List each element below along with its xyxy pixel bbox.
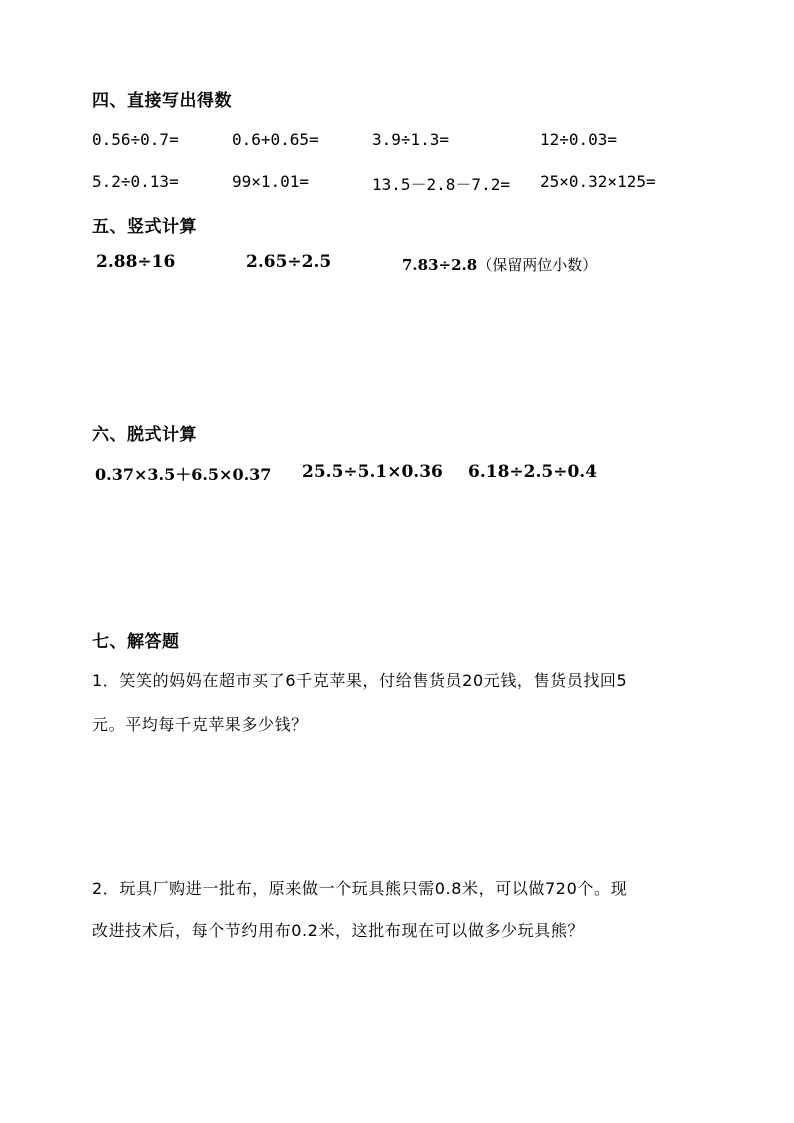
oral-calc-2: 0.6+0.65= — [232, 130, 319, 149]
oral-calc-3: 3.9÷1.3= — [372, 130, 450, 149]
step-calc-3: 6.18÷2.5÷0.4 — [468, 462, 598, 482]
rounding-note: （保留两位小数） — [477, 256, 598, 274]
oral-calc-1: 0.56÷0.7= — [92, 130, 179, 149]
oral-calc-5: 5.2÷0.13= — [92, 172, 179, 191]
vertical-calc-2: 2.65÷2.5 — [246, 252, 332, 272]
step-calc-1: 0.37×3.5＋6.5×0.37 — [95, 465, 272, 484]
oral-calc-8: 25×0.32×125= — [540, 172, 656, 191]
step-calc-2: 25.5÷5.1×0.36 — [302, 462, 443, 482]
vertical-calc-3: 7.83÷2.8 — [402, 256, 478, 274]
section-4-heading: 四、直接写出得数 — [92, 91, 232, 111]
question-1-line-2: 元。平均每千克苹果多少钱？ — [92, 715, 308, 734]
section-6-heading: 六、脱式计算 — [92, 425, 197, 445]
oral-calc-6: 99×1.01= — [232, 172, 310, 191]
question-2-line-1: 2．玩具厂购进一批布，原来做一个玩具熊只需0.8米，可以做720个。现 — [92, 879, 628, 898]
section-7-heading: 七、解答题 — [92, 632, 180, 652]
vertical-calc-3-group — [402, 254, 597, 275]
vertical-calc-1: 2.88÷16 — [96, 252, 176, 272]
oral-calc-4: 12÷0.03= — [540, 130, 618, 149]
oral-calc-7: 13.5－2.8－7.2= — [372, 175, 510, 194]
question-1-line-1: 1．笑笑的妈妈在超市买了6千克苹果，付给售货员20元钱，售货员找回5 — [92, 671, 628, 690]
section-5-heading: 五、竖式计算 — [92, 217, 197, 237]
question-2-line-2: 改进技术后，每个节约用布0.2米，这批布现在可以做多少玩具熊？ — [92, 921, 585, 940]
